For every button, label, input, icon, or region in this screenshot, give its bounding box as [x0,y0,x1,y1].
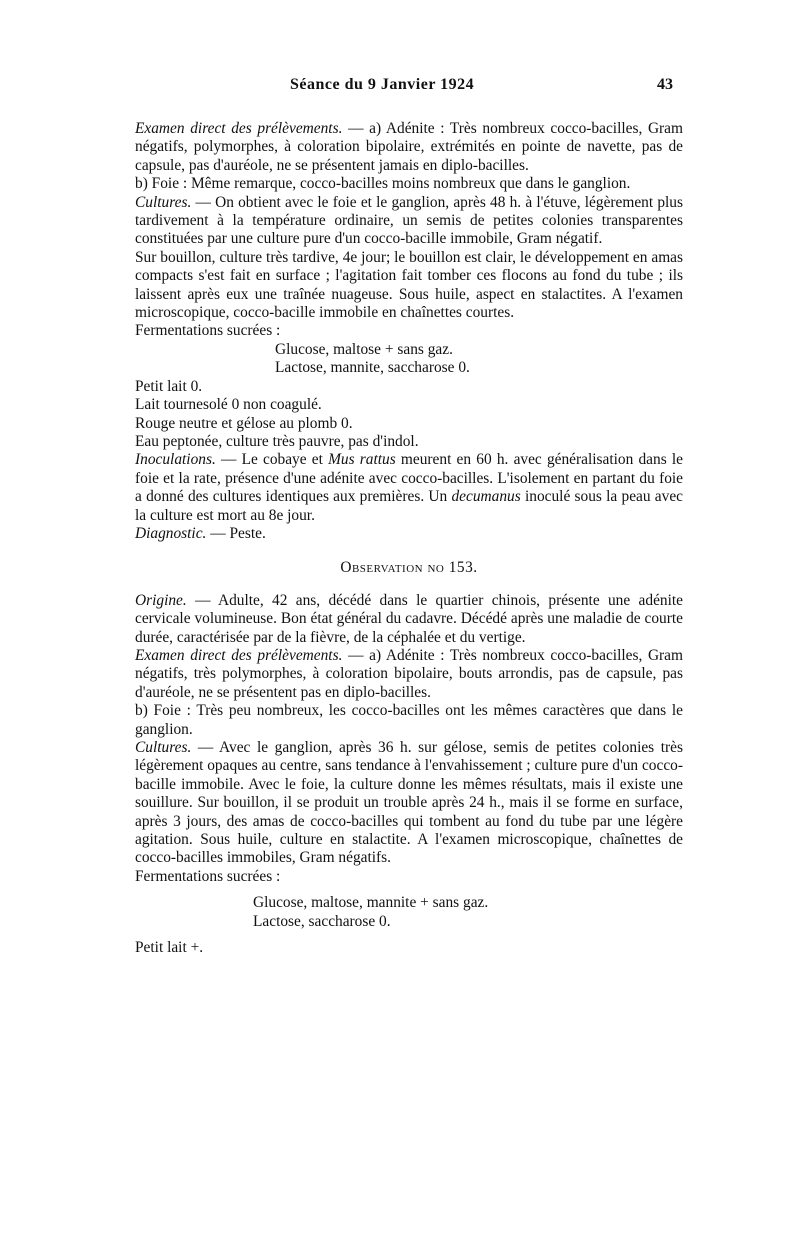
paragraph-text: — Avec le ganglion, après 36 h. sur gélose, semis de petites colonies très légèrement opaques au centre, sans tendance à l'envahissement ; culture pure d'un cocco-bacille immobile. Avec le foie, la culture donne les mêmes résultats, mais il existe une souillure. Sur bouillon, il se produit un trouble après 24 h., mais il se forme en surface, après 3 jours, des amas de cocco-bacilles qui tombent au fond du tube par une légère agitation. Sous huile, culture en stalactite. A l'examen microscopique, chaînettes de cocco-bacilles immobiles, Gram négatifs. [135,739,683,867]
fermentation-line: Lactose, mannite, saccharose 0. [275,359,470,377]
paragraph-label: Origine. [135,591,187,609]
paragraph: Fermentations sucrées : [135,867,281,885]
species-name: Mus rattus [328,451,396,469]
paragraph [135,592,683,647]
paragraph-text: — Le cobaye et [215,451,329,469]
running-title: Séance du 9 Janvier 1924 [290,76,475,93]
paragraph-label: Examen direct des prélèvements. [135,120,343,137]
result-line: Lait tournesolé 0 non coagulé. [135,396,322,414]
paragraph-text: — Peste. [206,524,266,542]
result-line: Petit lait +. [135,939,204,957]
paragraph [135,120,683,175]
results-list [135,378,683,452]
fermentation-line: Glucose, maltose + sans gaz. [275,340,453,358]
page-body [135,120,683,957]
paragraph-text: inoculé sous la peau avec la culture est mort au 8e jour. [135,488,683,524]
paragraph-text: meurent en 60 h. avec généralisation dans le foie et la rate, présence d'une adénite avec cocco-bacilles. L'isolement en partant du foie a donné des cultures identiques aux premières. Un [135,451,683,506]
paragraph-label: Examen direct des prélèvements. [135,646,343,664]
fermentation-line: Lactose, saccharose 0. [253,912,391,930]
paragraph-text: — Adulte, 42 ans, décédé dans le quartier chinois, présente une adénite cervicale volumineuse. Bon état général du cadavre. Décédé après une maladie de courte durée, caractérisée par de la fièvre, de la céphalée et du vertige. [135,591,683,646]
fermentation-list [135,341,683,378]
paragraph-label: Diagnostic. [135,524,207,542]
result-line: Rouge neutre et gélose au plomb 0. [135,414,353,432]
paragraph-text: — a) Adénite : Très nombreux cocco-bacilles, Gram négatifs, très polymorphes, à coloration bipolaire, bouts arrondis, pas de capsule, pas d'auréole, ne se présentent pas en diplo-bacilles. [135,646,683,701]
paragraph [135,739,683,868]
result-line: Eau peptonée, culture très pauvre, pas d'indol. [135,432,419,450]
paragraph: Sur bouillon, culture très tardive, 4e jour; le bouillon est clair, le développement en amas compacts s'est fait en surface ; l'agitation fait tomber ces flocons au fond du tube ; ils laissent après eux une traînée nuageuse. Sous huile, aspect en stalactites. A l'examen microscopique, cocco-bacille immobile en chaînettes courtes. [135,248,683,322]
paragraph [135,647,683,702]
fermentation-line: Glucose, maltose, mannite + sans gaz. [253,894,489,912]
page-header [0,76,800,100]
paragraph-label: Inoculations. [135,451,216,469]
paragraph: b) Foie : Très peu nombreux, les cocco-bacilles ont les mêmes caractères que dans le ganglion. [135,702,683,738]
species-name: decumanus [451,488,521,506]
paragraph [135,451,683,525]
result-line: Petit lait 0. [135,377,203,395]
paragraph [135,525,683,543]
paragraph-text: — On obtient avec le foie et le ganglion, après 48 h. à l'étuve, légèrement plus tardivement à la température ordinaire, un semis de petites colonies transparentes constituées par une culture pure d'un cocco-bacille immobile, Gram négatif. [135,193,683,248]
paragraph: Fermentations sucrées : [135,322,281,340]
paragraph-label: Cultures. [135,193,192,211]
observation-heading: Observation no 153. [340,559,478,577]
paragraph-label: Cultures. [135,739,192,756]
paragraph: b) Foie : Même remarque, cocco-bacilles moins nombreux que dans le ganglion. [135,175,631,193]
page-number: 43 [657,76,673,93]
paragraph-text: — a) Adénite : Très nombreux cocco-bacilles, Gram négatifs, polymorphes, à coloration bipolaire, extrémités en pointe de navette, pas de capsule, pas d'auréole, ne se présentent jamais en diplo-bacilles. [135,120,683,174]
paragraph [135,194,683,249]
fermentation-list [135,894,683,931]
results-list [135,939,683,957]
